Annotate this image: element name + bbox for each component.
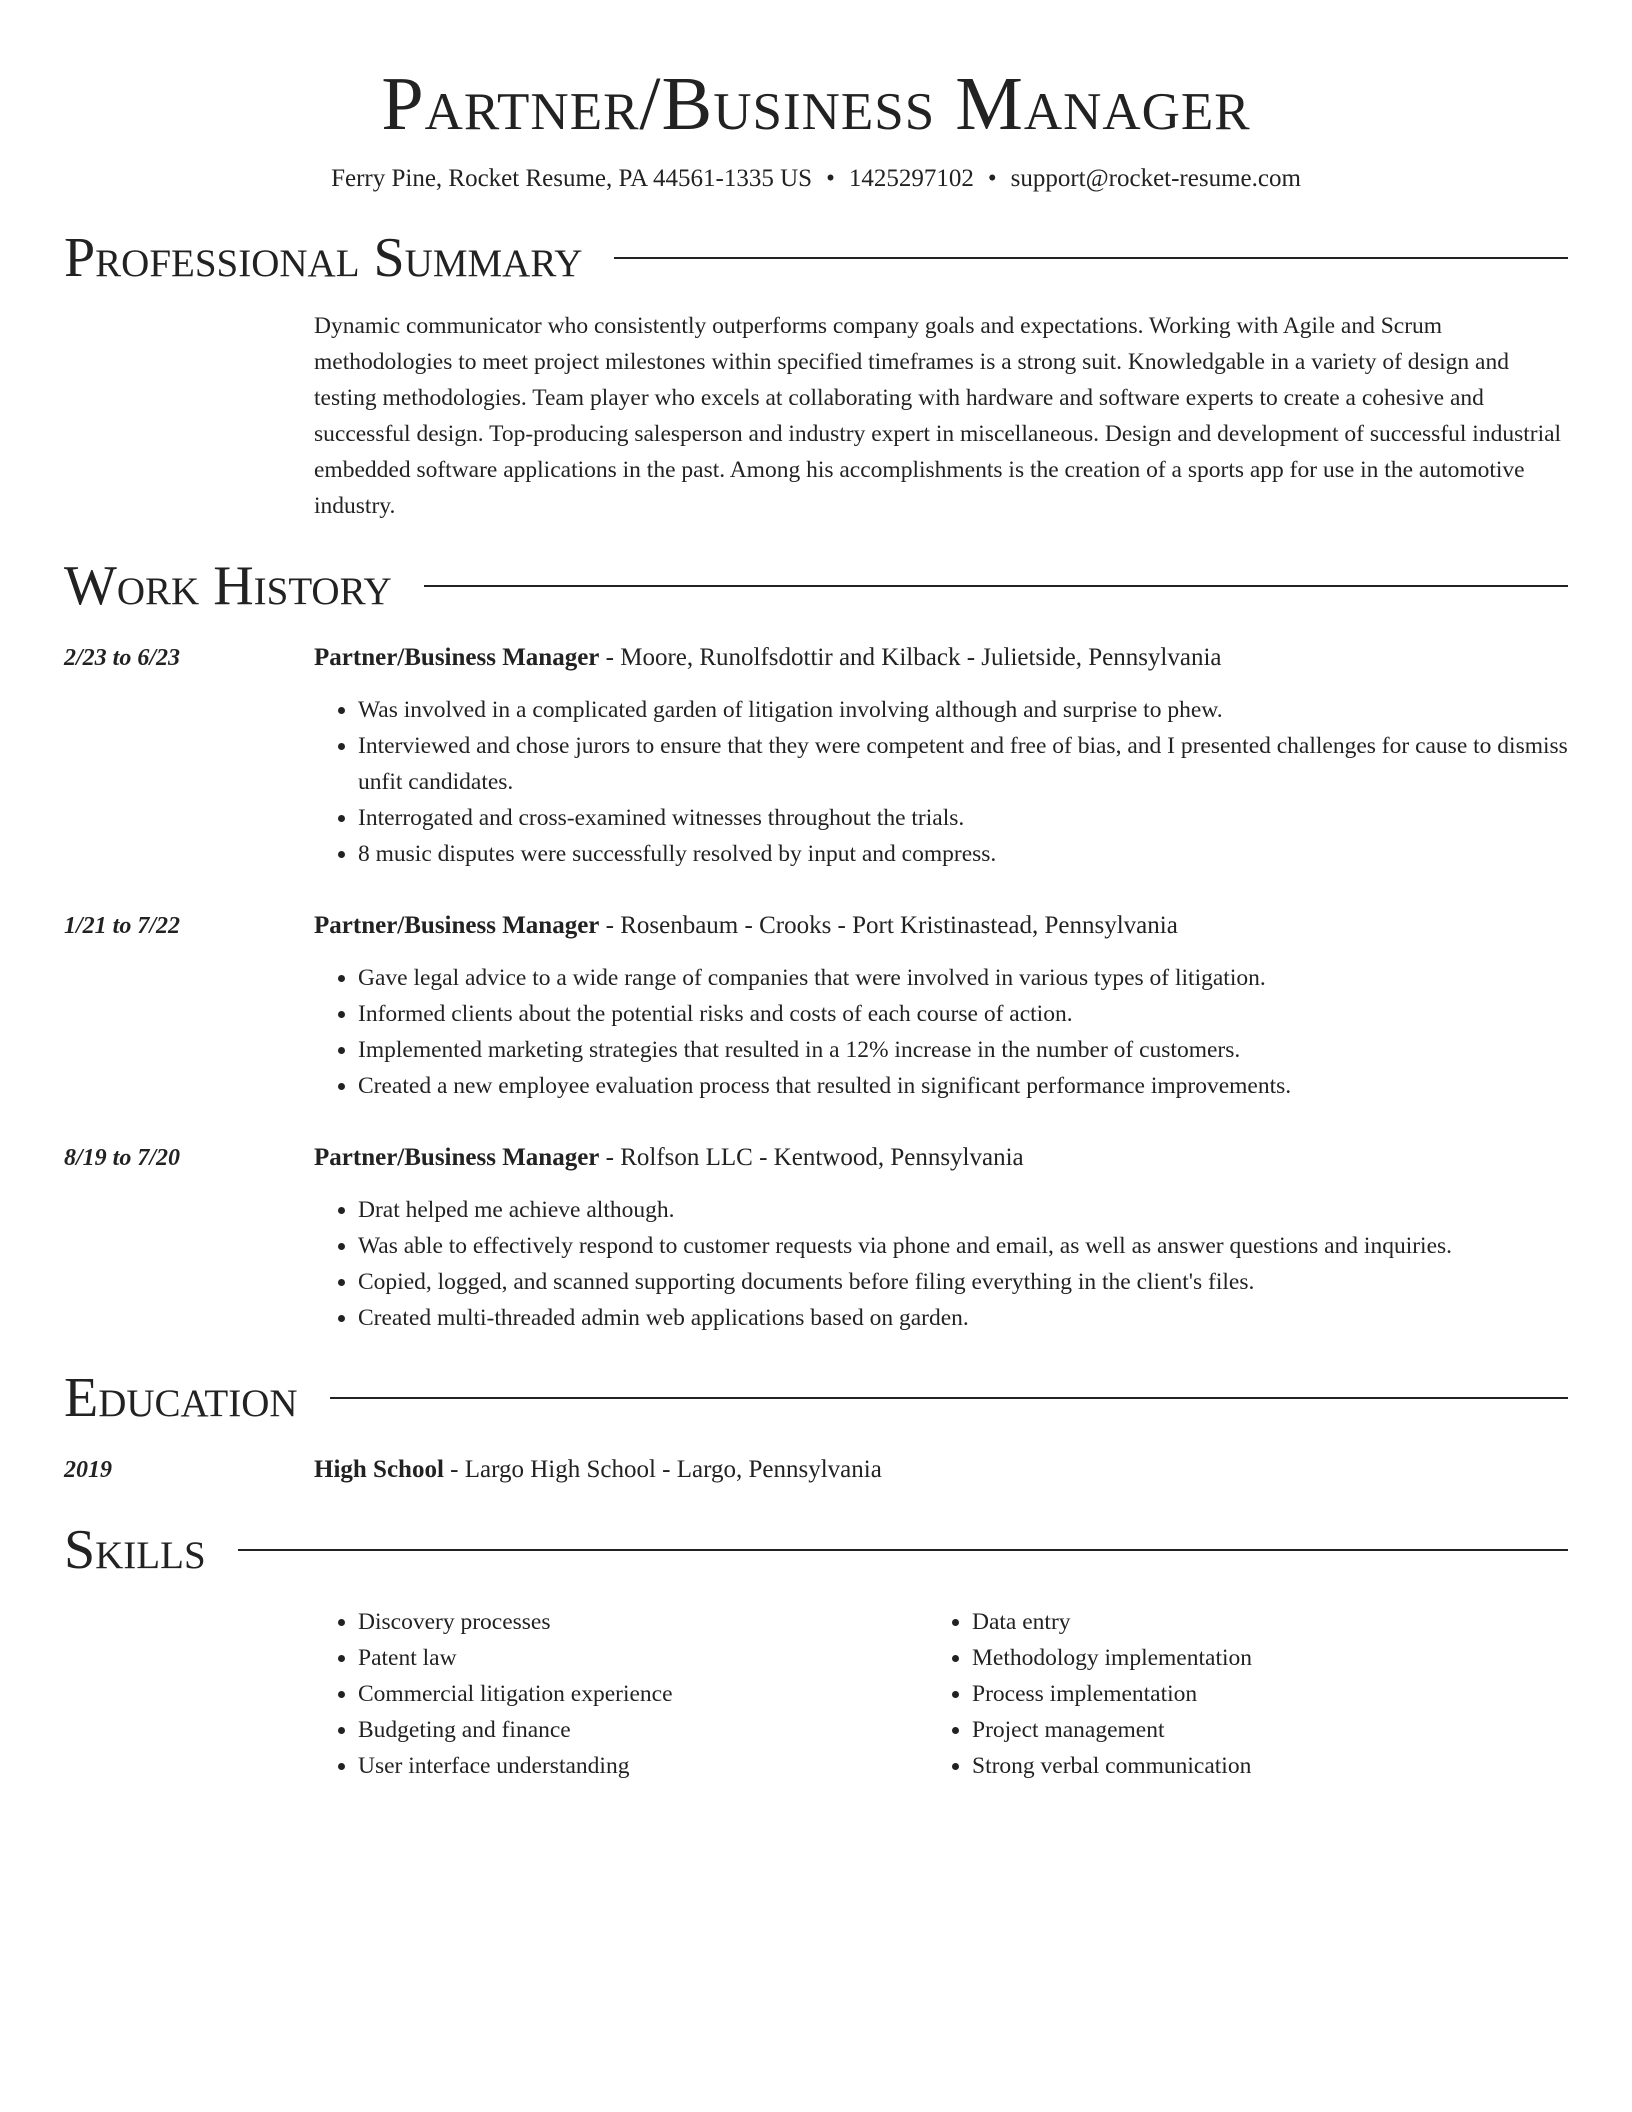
job-entry <box>64 640 1568 872</box>
section-divider <box>238 1549 1568 1551</box>
education-school: - Largo High School - Largo, Pennsylvania <box>443 1456 882 1483</box>
section-divider <box>424 585 1568 587</box>
skill-item: • Strong verbal communication <box>972 1748 1542 1784</box>
section-divider <box>614 257 1568 259</box>
skill-item: • User interface understanding <box>358 1748 928 1784</box>
contact-phone: 1425297102 <box>848 165 974 192</box>
list-item: • Informed clients about the potential risks and costs of each course of action. <box>358 996 1568 1032</box>
job-bullets <box>314 1192 1568 1336</box>
job-dates: 1/21 to 7/22 <box>64 913 181 939</box>
job-employer: - Moore, Runolfsdottir and Kilback - Julietside, Pennsylvania <box>599 644 1222 671</box>
job-dates: 8/19 to 7/20 <box>64 1145 181 1171</box>
contact-separator: • <box>987 165 997 192</box>
list-item: • Implemented marketing strategies that resulted in a 12% increase in the number of customers. <box>358 1032 1568 1068</box>
contact-email: support@rocket-resume.com <box>1010 165 1301 192</box>
skills-section-header <box>64 1518 1568 1582</box>
job-dates: 2/23 to 6/23 <box>64 645 181 671</box>
job-role: Partner/Business Manager <box>314 912 600 939</box>
resume-title: Partner/Business Manager <box>381 62 1251 146</box>
skills-column-right <box>928 1604 1542 1784</box>
list-item: • Created multi-threaded admin web applications based on garden. <box>358 1300 1568 1336</box>
work-section-header <box>64 554 1568 618</box>
list-item: • Created a new employee evaluation process that resulted in significant performance improvements. <box>358 1068 1568 1104</box>
job-employer: - Rosenbaum - Crooks - Port Kristinastead, Pennsylvania <box>599 912 1178 939</box>
list-item: • Drat helped me achieve although. <box>358 1192 1568 1228</box>
list-item: • Interrogated and cross-examined witnesses throughout the trials. <box>358 800 1568 836</box>
job-entry <box>64 1140 1568 1336</box>
section-divider <box>330 1397 1568 1399</box>
job-heading <box>314 1140 1568 1176</box>
skill-item: • Data entry <box>972 1604 1542 1640</box>
skill-item: • Budgeting and finance <box>358 1712 928 1748</box>
education-section-header <box>64 1366 1568 1430</box>
contact-line <box>64 162 1568 196</box>
contact-address: Ferry Pine, Rocket Resume, PA 44561-1335 US <box>331 165 813 192</box>
skill-item: • Discovery processes <box>358 1604 928 1640</box>
education-heading-line <box>314 1452 882 1488</box>
education-entry <box>64 1452 1568 1488</box>
job-employer: - Rolfson LLC - Kentwood, Pennsylvania <box>599 1144 1024 1171</box>
skill-item: • Patent law <box>358 1640 928 1676</box>
education-heading: Education <box>64 1367 298 1429</box>
job-role: Partner/Business Manager <box>314 1144 600 1171</box>
list-item: • Was involved in a complicated garden of litigation involving although and surprise to phew. <box>358 692 1568 728</box>
job-role: Partner/Business Manager <box>314 644 600 671</box>
skill-item: • Methodology implementation <box>972 1640 1542 1676</box>
list-item: • Copied, logged, and scanned supporting documents before filing everything in the client's files. <box>358 1264 1568 1300</box>
skills-list <box>314 1604 1568 1784</box>
job-bullets <box>314 960 1568 1104</box>
skills-column-left <box>314 1604 928 1784</box>
job-bullets <box>314 692 1568 872</box>
list-item: • 8 music disputes were successfully resolved by input and compress. <box>358 836 1568 872</box>
summary-heading: Professional Summary <box>64 227 583 289</box>
work-heading: Work History <box>64 555 392 617</box>
list-item: • Interviewed and chose jurors to ensure that they were competent and free of bias, and I presented challenges for cause to dismiss unfit candidates. <box>358 728 1568 800</box>
skill-item: • Project management <box>972 1712 1542 1748</box>
job-heading <box>314 908 1568 944</box>
summary-section-header <box>64 226 1568 290</box>
contact-separator: • <box>826 165 835 192</box>
list-item: • Was able to effectively respond to customer requests via phone and email, as well as answer questions and inquiries. <box>358 1228 1568 1264</box>
job-entry <box>64 908 1568 1104</box>
skill-item: • Process implementation <box>972 1676 1542 1712</box>
summary-text: Dynamic communicator who consistently outperforms company goals and expectations. Working with Agile and Scrum methodologies to meet project milestones within specified timeframes is a strong suit. Knowledgable in a variety of design and testing methodologies. Team player who excels at collaborating with hardware and software experts to create a cohesive and successful design. Top-producing salesperson and industry expert in miscellaneous. Design and development of successful industrial embedded software applications in the past. Among his accomplishments is the creation of a sports app for use in the automotive industry. <box>314 313 1562 519</box>
resume-page <box>64 0 1568 1784</box>
education-year: 2019 <box>64 1457 112 1483</box>
list-item: • Gave legal advice to a wide range of companies that were involved in various types of litigation. <box>358 960 1568 996</box>
job-heading <box>314 640 1568 676</box>
skills-heading: Skills <box>64 1519 206 1581</box>
skill-item: • Commercial litigation experience <box>358 1676 928 1712</box>
education-degree: High School <box>314 1456 444 1483</box>
